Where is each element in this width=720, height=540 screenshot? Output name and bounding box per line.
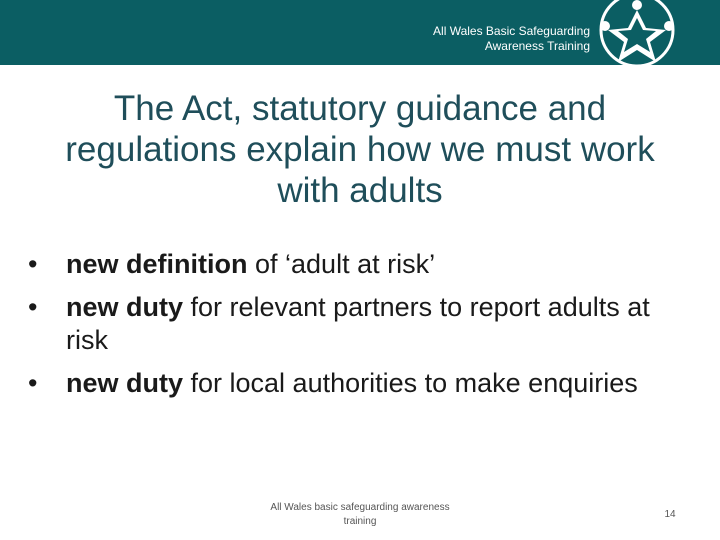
page-number: 14 bbox=[664, 509, 676, 520]
bullet-item bbox=[28, 291, 668, 357]
slide-title: The Act, statutory guidance and regulations explain how we must work with adults bbox=[65, 89, 655, 210]
logo-text bbox=[433, 24, 590, 54]
logo-line-2: Awareness Training bbox=[484, 39, 590, 53]
bullet-list bbox=[28, 248, 668, 410]
star-of-people-icon bbox=[590, 0, 685, 68]
footer-text: All Wales basic safeguarding awareness training bbox=[270, 502, 450, 527]
bullet-text: for relevant partners to report adults at risk bbox=[66, 292, 650, 355]
bullet-bold: new duty bbox=[66, 292, 184, 322]
bullet-text: of ‘adult at risk’ bbox=[247, 249, 436, 279]
bullet-item bbox=[28, 367, 668, 400]
bullet-bold: new duty bbox=[66, 368, 184, 398]
logo-line-1: All Wales Basic Safeguarding bbox=[433, 24, 590, 38]
bullet-item bbox=[28, 248, 668, 281]
bullet-text: for local authorities to make enquiries bbox=[183, 368, 638, 398]
bullet-bold: new definition bbox=[66, 249, 248, 279]
